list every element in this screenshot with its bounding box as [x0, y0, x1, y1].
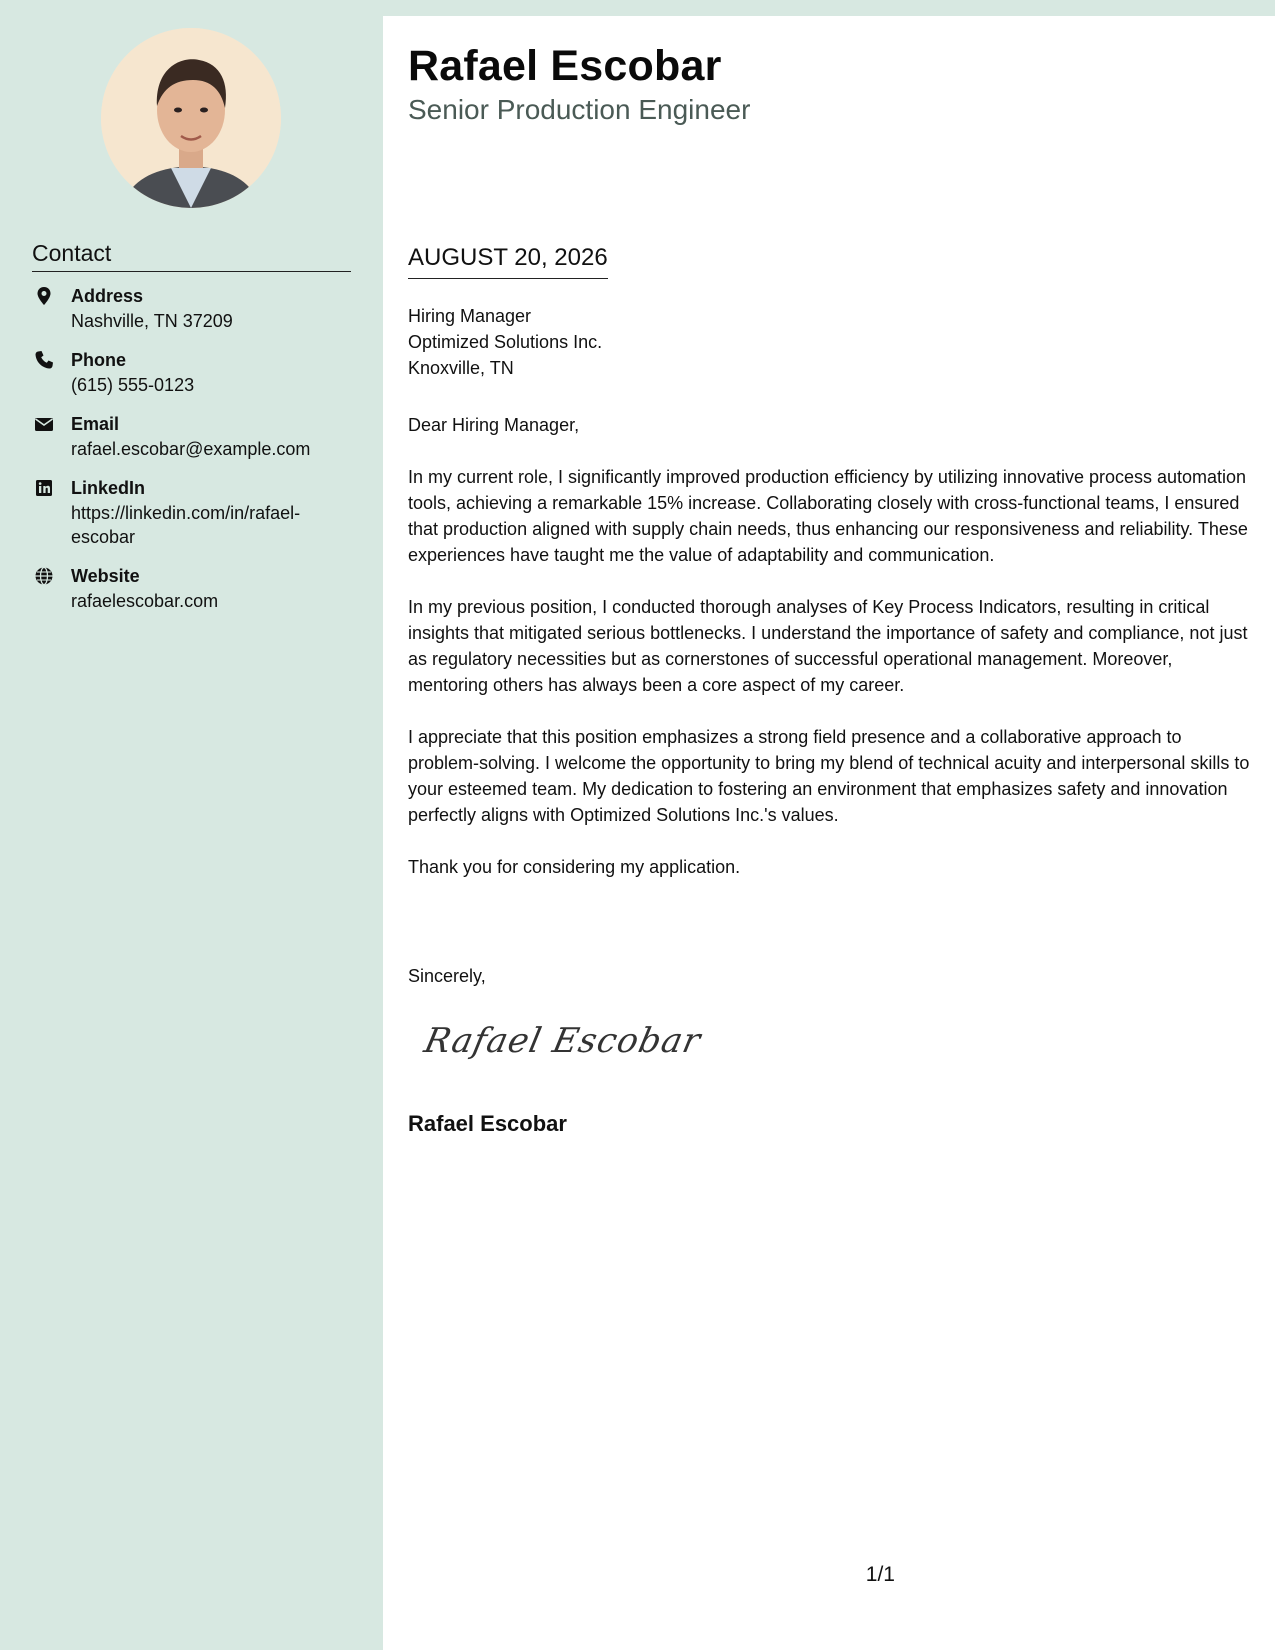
- letter-date: AUGUST 20, 2026: [408, 244, 608, 279]
- contact-label: Website: [71, 566, 140, 586]
- contact-email: [32, 412, 352, 461]
- sidebar: [0, 0, 383, 1650]
- salutation: Dear Hiring Manager,: [408, 415, 580, 435]
- contact-phone: [32, 348, 352, 397]
- applicant-name: Rafael Escobar: [408, 42, 722, 90]
- recipient-line: Hiring Manager: [408, 306, 532, 326]
- contact-heading: Contact: [32, 240, 351, 272]
- contact-address: [32, 284, 352, 333]
- applicant-title: Senior Production Engineer: [408, 94, 751, 125]
- page-number: 1/1: [865, 1563, 895, 1586]
- contact-value[interactable]: https://linkedin.com/in/rafael-escobar: [71, 503, 301, 547]
- envelope-icon: [34, 414, 54, 434]
- body-paragraph: In my previous position, I conducted thorough analyses of Key Process Indicators, resulting in critical insights that mitigated serious bottlenecks. I understand the importance of safety and compliance, not just as regulatory necessities but as cornerstones of successful operational management. Moreover, mentoring others has always been a core aspect of my career.: [408, 597, 1248, 695]
- letter-page: [383, 16, 1275, 1650]
- recipient-line: Knoxville, TN: [408, 358, 514, 378]
- contact-label: Phone: [71, 350, 127, 370]
- body-paragraph: Thank you for considering my application.: [408, 857, 741, 877]
- linkedin-icon: [34, 478, 54, 498]
- contact-website: [32, 564, 352, 613]
- contact-label: Email: [71, 414, 120, 434]
- signed-name: Rafael Escobar: [408, 1111, 567, 1136]
- contact-value: Nashville, TN 37209: [71, 311, 233, 331]
- phone-icon: [34, 350, 54, 370]
- contact-value: rafael.escobar@example.com: [71, 439, 311, 459]
- recipient-line: Optimized Solutions Inc.: [408, 332, 603, 352]
- contact-list: [32, 284, 352, 628]
- body-paragraph: In my current role, I significantly improved production efficiency by utilizing innovative process automation tools, achieving a remarkable 15% increase. Collaborating closely with cross-functional teams, I ensured that production aligned with supply chain needs, thus enhancing our responsiveness and reliability. These experiences have taught me the value of adaptability and communication.: [408, 467, 1248, 565]
- map-pin-icon: [34, 286, 54, 306]
- contact-label: LinkedIn: [71, 478, 146, 498]
- contact-linkedin: [32, 476, 352, 549]
- contact-label: Address: [71, 286, 144, 306]
- contact-value: (615) 555-0123: [71, 375, 195, 395]
- recipient-block: [408, 303, 602, 381]
- body-paragraph: I appreciate that this position emphasizes a strong field presence and a collaborative approach to problem-solving. I welcome the opportunity to bring my blend of technical acuity and interpersonal skills to your esteemed team. My dedication to fostering an environment that emphasizes safety and innovation perfectly aligns with Optimized Solutions Inc.'s values.: [408, 727, 1250, 825]
- closing: Sincerely,: [408, 966, 486, 986]
- signature: Rafael Escobar: [420, 1021, 705, 1061]
- globe-icon: [34, 566, 54, 586]
- contact-value[interactable]: rafaelescobar.com: [71, 591, 219, 611]
- letter-body: [408, 412, 1253, 906]
- profile-photo: [101, 28, 281, 208]
